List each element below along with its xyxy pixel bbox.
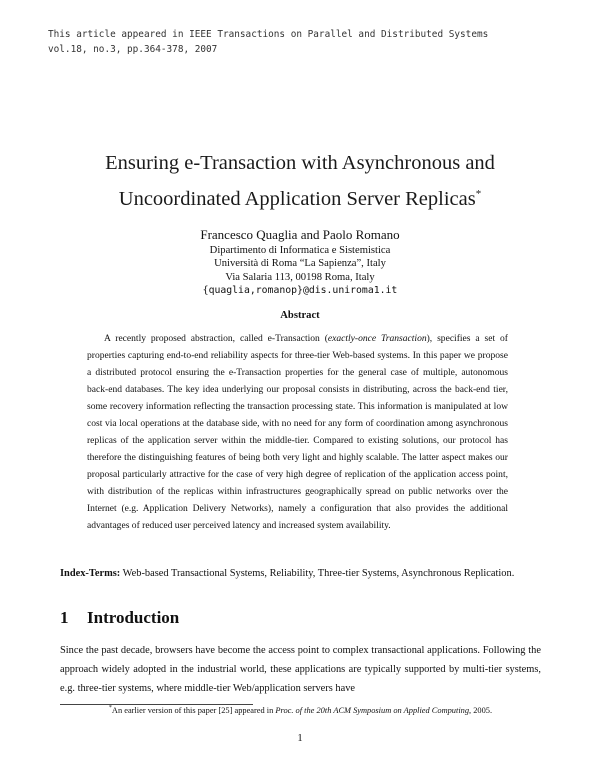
abstract-text-rest: ), specifies a set of properties capturing end-to-end reliability aspects for three-tier Web-based systems. In this paper we propose a distributed protocol ensuring the e-Transaction properties for the general case of multiple, autonomous back-end databases. The key idea underlying our proposal consists in distributing, across the back-end tier, some recovery information reflecting the transaction processing state. This information is manipulated at low cost via local operations at the database side, with no need for any form of coordination among asynchronous replicas of the application server within the middle-tier. Compared to existing solutions, our protocol has therefore the distinguishing features of being both very light and highly scalable. The latter aspect makes our proposal particularly attractive for the case of very high degree of replication of the application access point, with distribution of the replicas within infrastructures geographically spread on public networks over the Internet (e.g. Application Delivery Networks), namely a configuration that also provides the additional advantages of reduced user perceived latency and increased system availability.	[87, 333, 508, 531]
abstract-italic-term: exactly-once Transaction	[327, 333, 427, 344]
journal-header-line-1: This article appeared in IEEE Transactions on Parallel and Distributed Systems	[48, 29, 489, 40]
section-heading	[60, 608, 179, 628]
affiliation	[0, 244, 600, 284]
title-footnote-mark: *	[475, 188, 482, 200]
abstract-heading: Abstract	[280, 310, 320, 321]
abstract-text-start: A recently proposed abstraction, called e-Transaction (	[104, 333, 328, 344]
introduction-body	[60, 641, 541, 698]
footnote-venue: Proc. of the 20th ACM Symposium on Applied Computing	[275, 705, 470, 715]
affiliation-line-1: Dipartimento di Informatica e Sistemistica	[209, 245, 391, 256]
affiliation-line-2: Università di Roma “La Sapienza”, Italy	[214, 258, 386, 270]
footnote	[60, 705, 541, 715]
section-number: 1	[60, 608, 69, 627]
introduction-paragraph: Since the past decade, browsers have become the access point to complex transactional applications. Following the approach widely adopted in the industrial world, these applications are typically supported by multi-tier systems, e.g. three-tier systems, where middle-tier Web/application servers have	[60, 645, 541, 694]
title-line-1: Ensuring e-Transaction with Asynchronous and	[105, 152, 495, 174]
index-terms-text: Web-based Transactional Systems, Reliability, Three-tier Systems, Asynchronous Replication.	[122, 568, 515, 579]
journal-header-line-2: vol.18, no.3, pp.364-378, 2007	[48, 43, 218, 55]
author-email: {quaglia,romanop}@dis.uniroma1.it	[202, 285, 398, 296]
title-line-2	[0, 179, 600, 215]
section-title: Introduction	[87, 608, 180, 627]
authors: Francesco Quaglia and Paolo Romano	[200, 227, 400, 242]
title-line-2-text: Uncoordinated Application Server Replicas	[118, 188, 476, 210]
abstract-paragraph	[87, 330, 508, 534]
footnote-text-start: An earlier version of this paper [25] appeared in	[111, 705, 276, 715]
abstract-body	[87, 330, 508, 534]
index-terms	[60, 564, 541, 583]
paper-title	[0, 148, 600, 215]
footnote-mark: *	[108, 705, 112, 711]
affiliation-line-3: Via Salaria 113, 00198 Roma, Italy	[225, 271, 375, 283]
page-number: 1	[297, 733, 303, 744]
index-terms-label: Index-Terms:	[60, 568, 121, 579]
journal-header-note	[48, 28, 488, 57]
footnote-text-end: , 2005.	[469, 705, 493, 715]
